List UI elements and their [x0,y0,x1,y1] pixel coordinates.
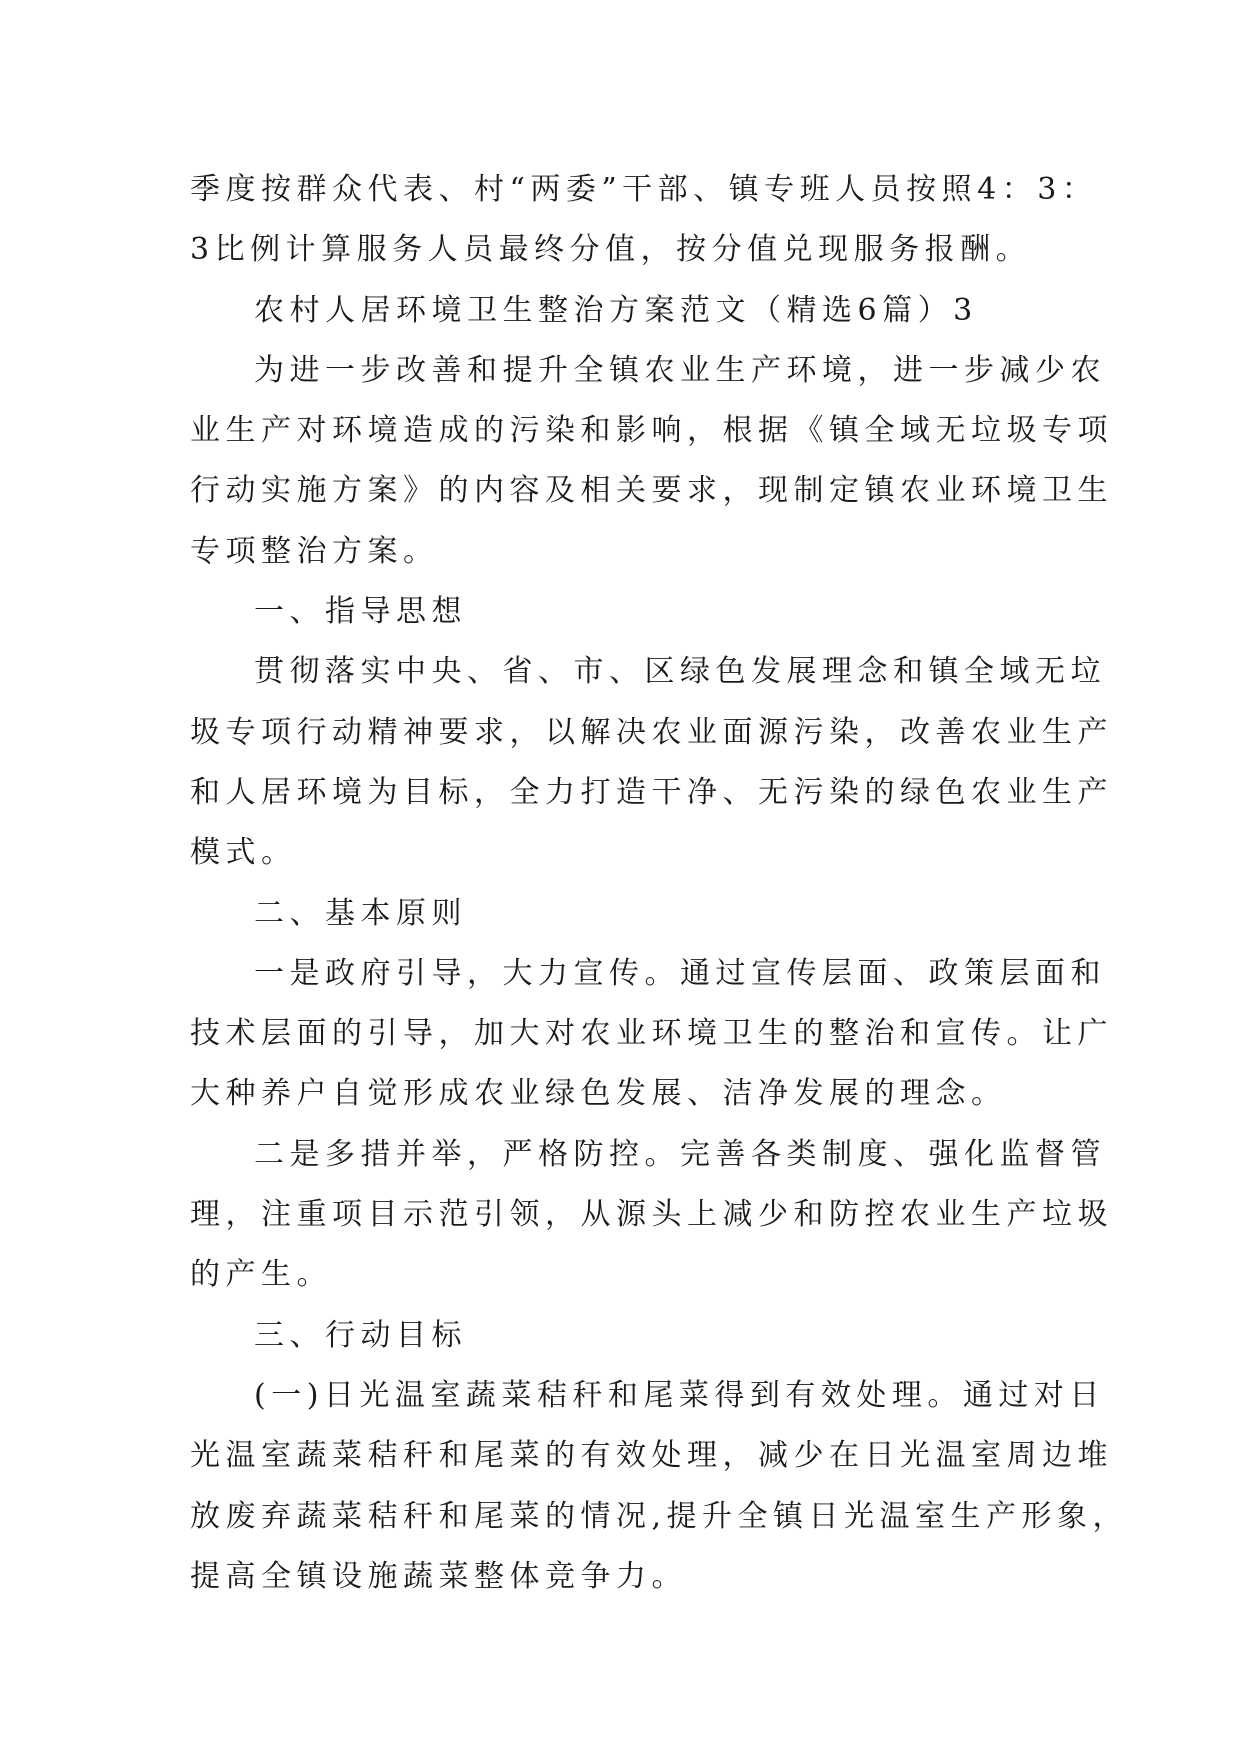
text-line: 放废弃蔬菜秸秆和尾菜的情况,提升全镇日光温室生产形象， [190,1498,1129,1534]
text-line: 提高全镇设施蔬菜整体竞争力。 [190,1558,687,1594]
text-line: (一)日光温室蔬菜秸秆和尾菜得到有效处理。通过对日 [254,1377,1105,1413]
text-line: 农村人居环境卫生整治方案范文（精选6篇）3 [254,292,978,328]
text-line: 行动实施方案》的内容及相关要求，现制定镇农业环境卫生 [190,473,1113,509]
text-line: 和人居环境为目标，全力打造干净、无污染的绿色农业生产 [190,774,1113,810]
text-line: 三、行动目标 [254,1317,467,1353]
text-line: 圾专项行动精神要求，以解决农业面源污染，改善农业生产 [190,714,1113,750]
document-page [190,160,1129,1607]
text-line: 理，注重项目示范引领，从源头上减少和防控农业生产垃圾 [190,1197,1113,1233]
paragraph-intro [190,341,1113,582]
section-heading-basic-principles [190,884,1052,944]
text-line: 的产生。 [190,1257,332,1293]
paragraph-principle-two [190,1125,1113,1306]
text-line: 技术层面的引导，加大对农业环境卫生的整治和宣传。让广 [190,1016,1113,1052]
paragraph-guiding-ideology [190,642,1113,883]
text-line: 大种养户自觉形成农业绿色发展、洁净发展的理念。 [190,1076,1007,1112]
text-line: 光温室蔬菜秸秆和尾菜的有效处理，减少在日光温室周边堆 [190,1438,1113,1474]
text-line: 一、指导思想 [254,594,467,630]
text-line: 业生产对环境造成的污染和影响，根据《镇全域无垃圾专项 [190,413,1113,449]
paragraph-continued [190,160,1098,281]
text-line: 一是政府引导，大力宣传。通过宣传层面、政策层面和 [254,955,1106,991]
text-line: 贯彻落实中央、省、市、区绿色发展理念和镇全域无垃 [254,654,1106,690]
text-line: 二是多措并举，严格防控。完善各类制度、强化监督管 [254,1136,1106,1172]
text-line: 专项整治方案。 [190,533,439,569]
section-heading-action-goals [190,1306,1052,1366]
paragraph-principle-one [190,944,1113,1125]
text-line: 模式。 [190,835,297,871]
section-heading-guiding-ideology [190,582,1052,642]
text-line: 季度按群众代表、村“两委”干部、镇专班人员按照4：3： [190,172,1098,207]
article-title [190,281,1052,341]
text-line: 二、基本原则 [254,895,467,931]
paragraph-goal-one [190,1366,1129,1607]
text-line: 为进一步改善和提升全镇农业生产环境，进一步减少农 [254,352,1106,388]
text-line: 3比例计算服务人员最终分值，按分值兑现服务报酬。 [190,232,1032,268]
